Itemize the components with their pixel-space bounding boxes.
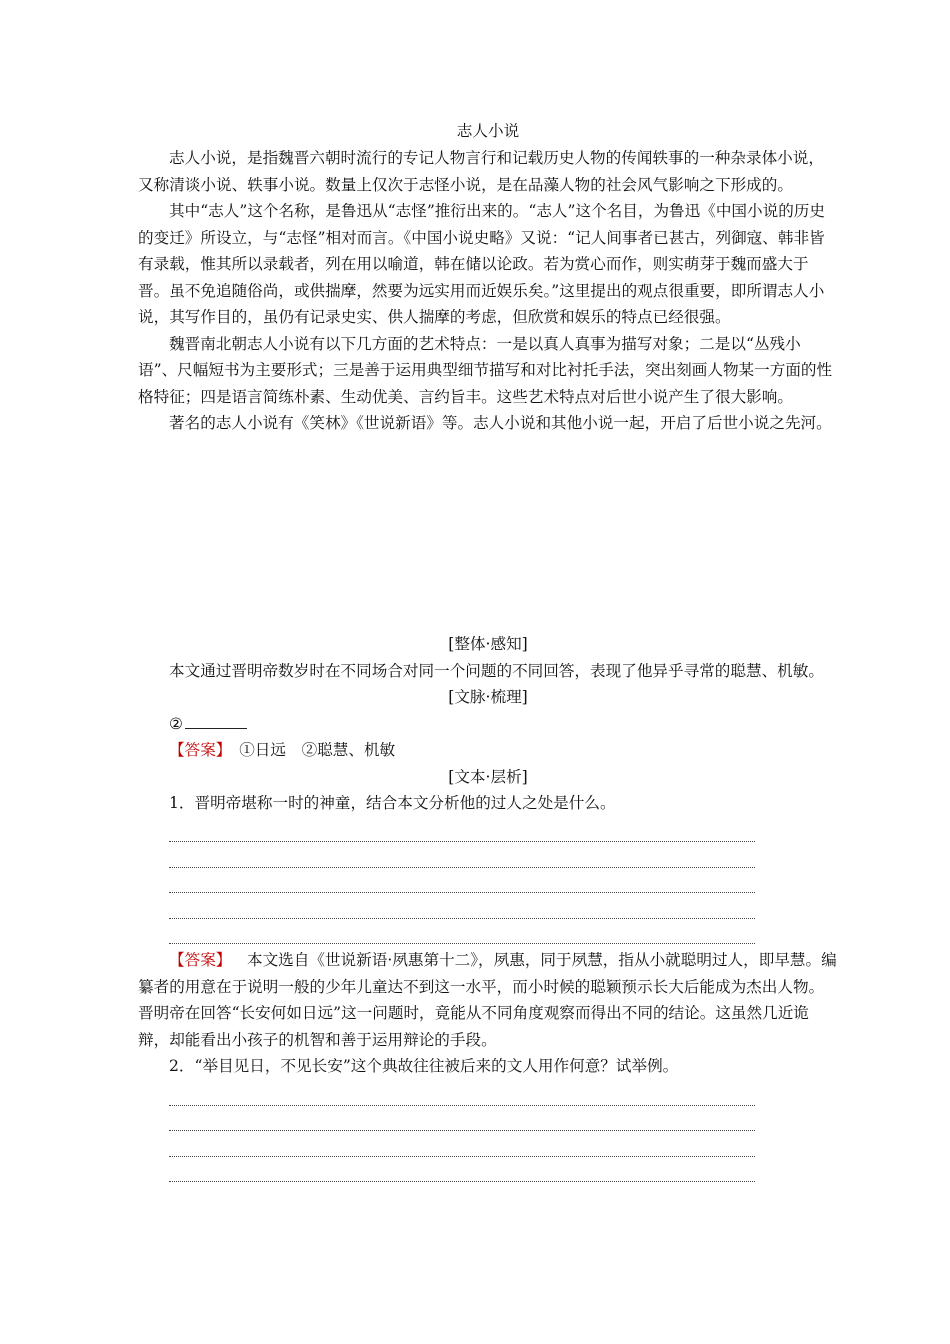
answer-lines-q2[interactable] bbox=[169, 1080, 755, 1182]
answer-lines-q1[interactable] bbox=[169, 817, 755, 945]
question-1: 1．晋明帝堪称一时的神童，结合本文分析他的过人之处是什么。 bbox=[169, 794, 616, 812]
answer-text: 本文选自《世说新语·夙惠第十二》，夙惠，同于夙慧，指从小就聪明过人，即早慧。编纂者的用意在于说明一般的少年儿童达不到这一水平，而小时候的聪颖预示长大后能成为杰出人物。晋明帝在回答“长安何如日远”这一问题时，竟能从不同角度观察而得出不同的结论。这虽然几近诡辩，却能看出小孩子的机智和善于运用辩论的手段。 bbox=[138, 951, 837, 1049]
section-heading-overview: [整体·感知] bbox=[448, 635, 528, 653]
section-heading-structure: [文脉·梳理] bbox=[448, 688, 528, 706]
study-block bbox=[138, 631, 838, 1182]
answer-line[interactable] bbox=[169, 842, 755, 868]
fill-blank-line[interactable] bbox=[185, 712, 247, 729]
answer-line[interactable] bbox=[169, 893, 755, 919]
section-heading-analysis: [文本·层析] bbox=[448, 767, 528, 786]
intro-paragraph: 志人小说，是指魏晋六朝时流行的专记人物言行和记载历史人物的传闻轶事的一种杂录体小说，又称清谈小说、轶事小说。数量上仅次于志怪小说，是在品藻人物的社会风气影响之下形成的。 bbox=[138, 149, 824, 194]
answer-tag: 【答案】 bbox=[169, 951, 232, 970]
overview-text: 本文通过晋明帝数岁时在不同场合对同一个问题的不同回答，表现了他异乎寻常的聪慧、机敏。 bbox=[169, 661, 824, 680]
answer-line[interactable] bbox=[169, 868, 755, 894]
answer-line[interactable] bbox=[169, 919, 755, 945]
question-1-answer bbox=[138, 947, 838, 1053]
question-2: 2．“举目见日，不见长安”这个典故往往被后来的文人用作何意？试举例。 bbox=[169, 1057, 679, 1076]
intro-paragraph: 魏晋南北朝志人小说有以下几方面的艺术特点：一是以真人真事为描写对象；二是以“丛残小语”、尺幅短书为主要形式；三是善于运用典型细节描写和对比衬托手法，突出刻画人物某一方面的性格特征；四是语言简练朴素、生动优美、言约旨丰。这些艺术特点对后世小说产生了很大影响。 bbox=[138, 334, 833, 406]
blank-item bbox=[138, 711, 838, 738]
answer-line[interactable] bbox=[169, 1080, 755, 1106]
answer-tag: 【答案】 bbox=[169, 741, 232, 759]
answer-line[interactable] bbox=[169, 817, 755, 843]
intro-block bbox=[138, 118, 838, 437]
blank-label: ② bbox=[169, 714, 183, 733]
answer-line[interactable] bbox=[169, 1131, 755, 1157]
intro-paragraph: 著名的志人小说有《笑林》《世说新语》等。志人小说和其他小说一起，开启了后世小说之先河。 bbox=[169, 414, 832, 432]
structure-answer bbox=[138, 737, 838, 764]
intro-paragraph: 其中“志人”这个名称，是鲁迅从“志怪”推衍出来的。“志人”这个名目，为鲁迅《中国小说的历史的变迁》所设立，与“志怪”相对而言。《中国小说史略》又说：“记人间事者已甚古，列御寇、韩非皆有录载，惟其所以录载者，列在用以喻道，韩在储以论政。若为赏心而作，则实萌芽于魏而盛大于晋。虽不免追随俗尚，或供揣摩，然要为远实用而近娱乐矣。”这里提出的观点很重要，即所谓志人小说，其写作目的，虽仍有记录史实、供人揣摩的考虑，但欣赏和娱乐的特点已经很强。 bbox=[138, 202, 825, 326]
answer-line[interactable] bbox=[169, 1157, 755, 1183]
answer-line[interactable] bbox=[169, 1106, 755, 1132]
article-title: 志人小说 bbox=[456, 122, 520, 140]
answer-text: ①日远 ②聪慧、机敏 bbox=[239, 741, 396, 759]
